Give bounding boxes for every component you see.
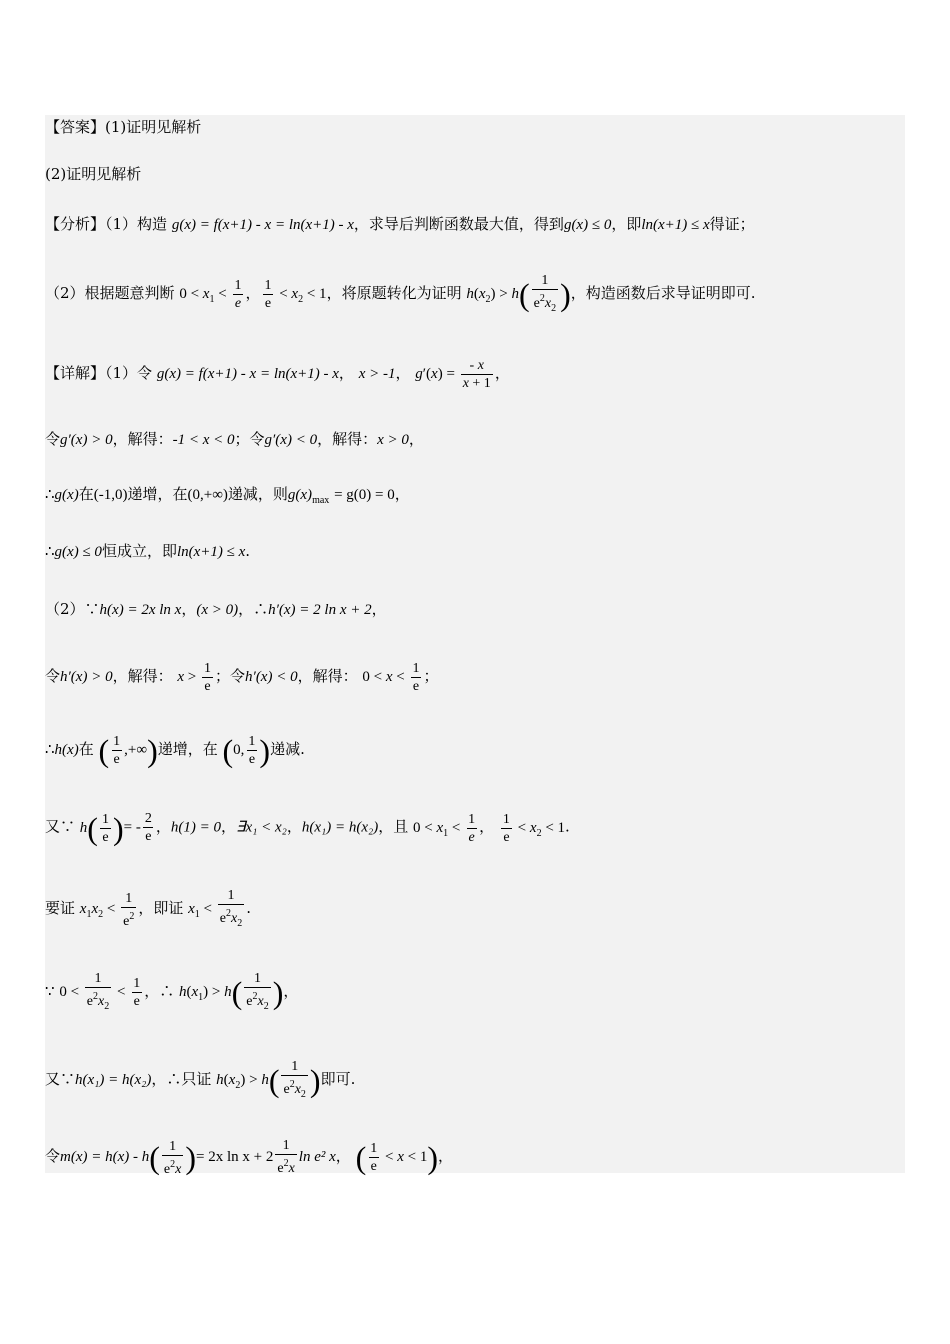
- detail-expr: 0 < x < $\frac{1}{e}$: [362, 661, 420, 694]
- detail-text: ，: [181, 600, 197, 618]
- detail-expr: (x > 0): [196, 602, 239, 618]
- detail-line-3: [45, 485, 905, 510]
- detail-text: ，即证: [138, 898, 184, 917]
- detail-frac: $\frac{1}{e^2x}$: [277, 1138, 295, 1176]
- detail-line-5: [45, 600, 905, 619]
- detail-text: 在: [78, 739, 94, 758]
- detail-line-8: [45, 810, 905, 846]
- analysis-text: ，求导后判断函数最大值，得到: [353, 215, 564, 233]
- detail-text: ；令: [215, 666, 246, 685]
- detail-text: 递增，在: [127, 485, 188, 503]
- detail-expr: h′(x) > 0: [60, 668, 113, 685]
- detail-expr: (-1,0): [93, 487, 128, 503]
- detail-interval: (0, $\frac{1}{e}$ ): [222, 732, 271, 769]
- detail-text: ∴: [45, 485, 55, 503]
- detail-expr: g(x): [54, 487, 79, 503]
- detail-text: ，且: [378, 817, 409, 836]
- detail-text: ，: [155, 817, 171, 836]
- detail-expr: = -: [123, 819, 141, 836]
- detail-expr: x > $\frac{1}{e}$: [177, 661, 212, 694]
- detail-text: 递减.: [270, 739, 305, 758]
- analysis-text: 得证；: [709, 215, 755, 233]
- detail-text: ∵: [45, 981, 55, 1000]
- detail-derivative: g′(x) = $\frac{- x}{x + 1}$: [415, 358, 491, 391]
- detail-text: ，∴: [144, 981, 175, 1000]
- detail-text: ，∴只证: [151, 1069, 212, 1088]
- detail-text: .: [246, 898, 251, 917]
- detail-text: 又∵: [45, 1069, 76, 1088]
- detail-max: max: [312, 495, 330, 506]
- detail-text: 要证: [45, 898, 76, 917]
- detail-text: .: [245, 542, 251, 560]
- detail-text: 令: [45, 1147, 61, 1165]
- detail-line-2: [45, 430, 905, 449]
- detail-expr: $h(x_2) > h$( $\frac{1}{e^2x_2}$ ): [216, 1072, 320, 1088]
- detail-expr: -1 < x < 0: [172, 432, 235, 448]
- detail-expr: $x_1x_2$ < $\frac{1}{e^2}$: [79, 890, 135, 929]
- detail-text: ，: [438, 1147, 454, 1165]
- analysis-target: $h(x_2) > h$( $\frac{1}{e^2x_2}$ ): [466, 286, 570, 302]
- detail-text: .: [565, 817, 570, 836]
- detail-expr: ∃x₁ < x₂: [235, 819, 287, 836]
- detail-text: ，: [371, 600, 387, 618]
- analysis-text: ，将原题转化为证明: [326, 283, 462, 302]
- detail-expr: ln e² x: [298, 1149, 336, 1165]
- detail-text: 即可.: [320, 1069, 356, 1088]
- analysis-expr: g(x) = f(x+1) - x = ln(x+1) - x: [171, 217, 354, 233]
- detail-expr: g′(x) < 0: [264, 432, 318, 448]
- detail-expr: g(x) ≤ 0: [54, 544, 102, 560]
- detail-text: ，解得：: [112, 430, 173, 448]
- detail-expr: x > 0: [377, 432, 409, 448]
- analysis-line-1: [45, 215, 905, 234]
- detail-expr: g(x): [287, 487, 313, 503]
- detail-expr: h(x₁) = h(x₂): [301, 819, 379, 836]
- detail-text: ；: [423, 666, 439, 685]
- detail-text: ∴: [45, 542, 55, 560]
- analysis-label: 【分析】: [45, 215, 106, 233]
- detail-expr: = g(0) = 0: [334, 487, 395, 503]
- detail-line-1: 【详解】（1）令 g(x) = f(x+1) - x = ln(x+1) - x， x > -1， g′(x) = $\frac{- x}{x + 1}$ ，: [45, 358, 510, 391]
- detail-text: 令: [45, 430, 61, 448]
- detail-text: 递增，在: [157, 739, 218, 758]
- detail-expr: ln(x+1) ≤ x: [176, 544, 246, 560]
- detail-expr: h(x) = 2x ln x: [99, 602, 182, 618]
- detail-line-12: [45, 1137, 905, 1178]
- answer-line-2: [45, 165, 905, 183]
- detail-text: ，: [283, 981, 299, 1000]
- analysis-expr: ln(x+1) ≤ x: [641, 217, 710, 233]
- detail-interval: ( $\frac{1}{e}$ ,+∞): [98, 732, 158, 769]
- detail-expr: 0 < $\frac{1}{e^2x_2}$ < $\frac{1}{e}$: [59, 984, 144, 1000]
- answer-label: 【答案】: [45, 118, 106, 136]
- detail-expr: (0,+∞): [187, 487, 228, 503]
- answer-part1: (1)证明见解析: [105, 118, 202, 136]
- detail-line-9: [45, 887, 905, 932]
- detail-text: （2）∵: [45, 600, 100, 618]
- detail-expr: h′(x) < 0: [245, 668, 298, 685]
- detail-expr: ( $\frac{1}{e^2x}$ ): [149, 1138, 197, 1177]
- analysis-text: （1）构造: [105, 215, 168, 233]
- analysis-expr: g(x) ≤ 0: [563, 217, 612, 233]
- analysis-ineq: $0 < x_1$ < $\frac{1}{e}$ ， $\frac{1}{e}$ < $x_2 < 1$: [179, 278, 327, 311]
- detail-expr: g′(x) > 0: [60, 432, 113, 448]
- detail-text: 递减，则: [227, 485, 288, 503]
- detail-expr: h(x): [54, 741, 79, 758]
- detail-text: ，解得：: [112, 666, 173, 685]
- detail-text: ，解得：: [297, 666, 358, 685]
- detail-interval: ( $\frac{1}{e}$ < x < 1): [355, 1139, 438, 1176]
- detail-line-6: [45, 660, 905, 695]
- detail-line-7: [45, 733, 905, 768]
- detail-expr: x > -1: [358, 365, 396, 382]
- detail-text: （1）令: [105, 363, 153, 382]
- detail-frac: $\frac{2}{e}$: [144, 811, 152, 844]
- detail-text: ，: [408, 430, 424, 448]
- detail-label: 【详解】: [45, 363, 106, 382]
- detail-text: 又∵: [45, 817, 76, 836]
- analysis-line-2: [45, 272, 905, 317]
- detail-expr: $x_1$ < $\frac{1}{e^2x_2}$: [188, 901, 246, 917]
- detail-text: ，: [394, 485, 410, 503]
- detail-expr: g(x) = f(x+1) - x = ln(x+1) - x: [156, 365, 339, 382]
- detail-text: 恒成立，即: [101, 542, 177, 560]
- detail-text: ，: [335, 1147, 351, 1165]
- detail-text: 在: [78, 485, 94, 503]
- detail-expr: $0 < x_1$ < $\frac{1}{e}$: [413, 811, 476, 845]
- detail-text: ，∴: [238, 600, 269, 618]
- detail-expr: h(x₁) = h(x₂): [75, 1071, 152, 1088]
- detail-text: 令: [45, 666, 61, 685]
- analysis-text: ，即: [611, 215, 642, 233]
- detail-text: ；令: [234, 430, 265, 448]
- answer-line-1: [45, 118, 905, 136]
- answer-part2: (2)证明见解析: [45, 165, 142, 183]
- detail-expr: h( $\frac{1}{e}$ ): [79, 810, 124, 847]
- detail-expr: h(1) = 0: [170, 819, 221, 836]
- detail-text: ，: [286, 817, 302, 836]
- detail-text: ，: [479, 817, 495, 836]
- detail-expr: = 2x ln x + 2: [196, 1149, 274, 1165]
- detail-expr: h′(x) = 2 ln x + 2: [268, 602, 372, 618]
- analysis-text: （2）根据题意判断: [45, 283, 175, 302]
- detail-line-10: [45, 970, 905, 1015]
- detail-expr: $h(x_1) > h$( $\frac{1}{e^2x_2}$ ): [179, 984, 283, 1000]
- detail-text: ，解得：: [317, 430, 378, 448]
- detail-text: ∴: [45, 739, 55, 758]
- detail-line-11: [45, 1058, 905, 1103]
- detail-expr: $\frac{1}{e}$ < $x_2 < 1$: [502, 811, 566, 845]
- analysis-text: ，构造函数后求导证明即可.: [570, 283, 756, 302]
- detail-text: ，: [220, 817, 236, 836]
- detail-expr: m(x) = h(x) - h: [60, 1149, 150, 1165]
- detail-line-4: [45, 542, 905, 561]
